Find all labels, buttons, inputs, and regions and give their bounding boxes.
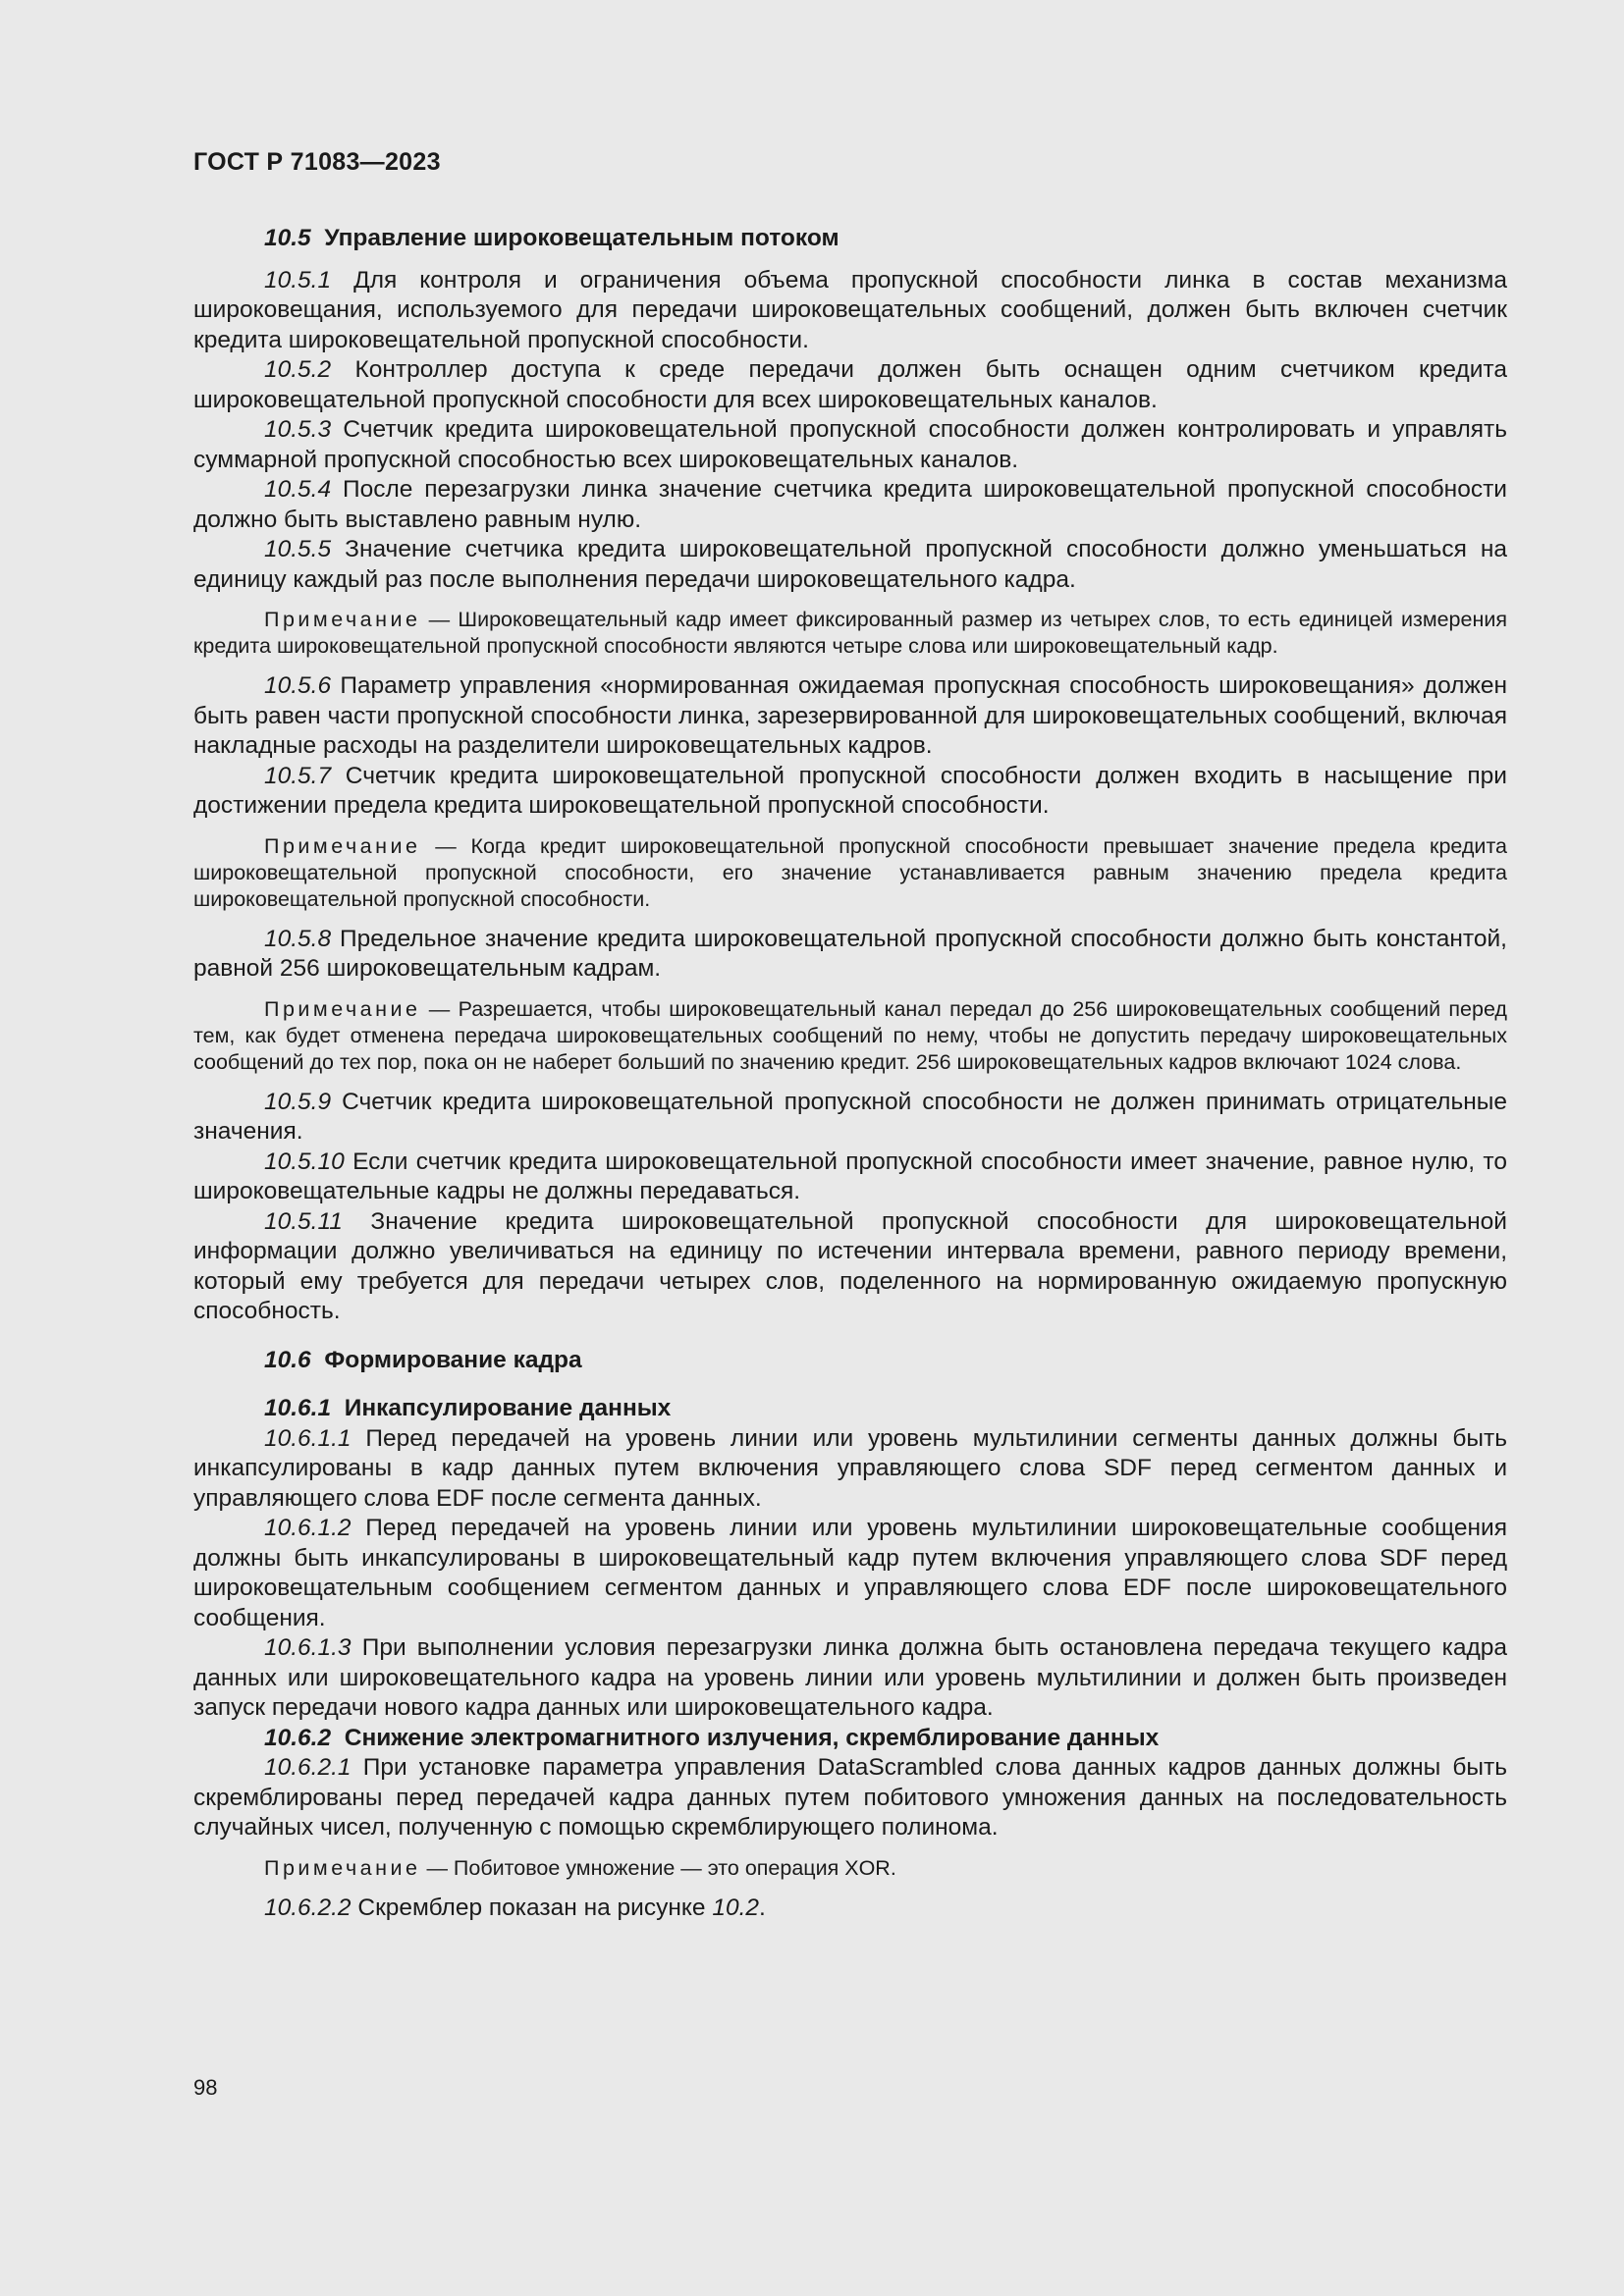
section-title: Управление широковещательным потоком — [324, 225, 839, 251]
document-body — [193, 224, 1507, 1923]
document-header: ГОСТ Р 71083—2023 — [193, 148, 441, 176]
paragraph-10-6-1-1: 10.6.1.1 Перед передачей на уровень линии или уровень мультилинии сегменты данных должны быть инкапсулированы в кадр данных путем включения управляющего слова SDF перед сегментом данных и управляющего слова EDF после сегмента данных. — [193, 1424, 1507, 1512]
page-number: 98 — [193, 2075, 218, 2100]
subsection-heading-10-6-2: 10.6.2 Снижение электромагнитного излучения, скремблирование данных — [264, 1724, 1160, 1751]
paragraph-10-6-2-1: 10.6.2.1 При установке параметра управления DataScrambled слова данных кадров данных должны быть скремблированы перед передачей кадра данных путем побитового умножения данных на последовательность случайных чисел, полученную с помощью скремблирующего полинома. — [193, 1754, 1508, 1841]
paragraph-10-5-9: 10.5.9 Счетчик кредита широковещательной пропускной способности не должен принимать отрицательные значения. — [193, 1088, 1507, 1145]
paragraph-10-5-3: 10.5.3 Счетчик кредита широковещательной пропускной способности должен контролировать и управлять суммарной пропускной способностью всех широковещательных каналов. — [193, 416, 1508, 473]
note-3: Примечание — Разрешается, чтобы широковещательный канал передал до 256 широковещательных сообщений перед тем, как будет отменена передача широковещательных сообщений по нему, чтобы не допустить передачу широковещательных сообщений до тех пор, пока он не наберет больший по значению кредит. 256 широковещательных кадров включают 1024 слова. — [193, 996, 1507, 1074]
subsection-heading-10-6-1: 10.6.1 Инкапсулирование данных — [264, 1395, 672, 1421]
paragraph-10-5-10: 10.5.10 Если счетчик кредита широковещательной пропускной способности имеет значение, равное нулю, то широковещательные кадры не должны передаваться. — [193, 1148, 1507, 1204]
section-number: 10.6 — [264, 1346, 311, 1373]
note-4: Примечание — Побитовое умножение — это операция XOR. — [264, 1855, 896, 1880]
note-2: Примечание — Когда кредит широковещательной пропускной способности превышает значение предела кредита широковещательной пропускной способности, его значение устанавливается равным значению предела кредита широковещательной пропускной способности. — [193, 833, 1508, 911]
paragraph-10-6-1-3: 10.6.1.3 При выполнении условия перезагрузки линка должна быть остановлена передача текущего кадра данных или широковещательного кадра на уровень линии или уровень мультилинии и должен быть произведен запуск передачи нового кадра данных или широковещательного кадра. — [193, 1634, 1507, 1721]
paragraph-10-5-4: 10.5.4 После перезагрузки линка значение счетчика кредита широковещательной пропускной способности должно быть выставлено равным нулю. — [193, 476, 1507, 533]
section-heading-10-6 — [193, 1346, 1507, 1376]
paragraph-10-6-2-2: 10.6.2.2 Скремблер показан на рисунке 10.2. — [264, 1894, 766, 1921]
paragraph-10-5-11: 10.5.11 Значение кредита широковещательной пропускной способности для широковещательной информации должно увеличиваться на единицу по истечении интервала времени, равного периоду времени, который ему требуется для передачи четырех слов, поделенного на нормированную ожидаемую пропускную способность. — [193, 1207, 1507, 1324]
section-number: 10.5 — [264, 225, 311, 251]
paragraph-10-5-5: 10.5.5 Значение счетчика кредита широковещательной пропускной способности должно уменьшаться на единицу каждый раз после выполнения передачи широковещательного кадра. — [193, 536, 1507, 593]
paragraph-10-5-1: 10.5.1 Для контроля и ограничения объема пропускной способности линка в состав механизма широковещания, используемого для передачи широковещательных сообщений, должен быть включен счетчик кредита широковещательной пропускной способности. — [193, 266, 1507, 353]
paragraph-10-5-7: 10.5.7 Счетчик кредита широковещательной пропускной способности должен входить в насыщение при достижении предела кредита широковещательной пропускной способности. — [193, 762, 1507, 819]
paragraph-10-5-6: 10.5.6 Параметр управления «нормированная ожидаемая пропускная способность широковещания» должен быть равен части пропускной способности линка, зарезервированной для широковещательных сообщений, включая накладные расходы на разделители широковещательных кадров. — [193, 672, 1507, 759]
section-heading-10-5 — [193, 224, 1507, 254]
paragraph-10-6-1-2: 10.6.1.2 Перед передачей на уровень линии или уровень мультилинии широковещательные сообщения должны быть инкапсулированы в широковещательный кадр путем включения управляющего слова SDF перед широковещательным сообщением сегментом данных и управляющего слова EDF после широковещательного сообщения. — [193, 1515, 1507, 1631]
paragraph-10-5-8: 10.5.8 Предельное значение кредита широковещательной пропускной способности должно быть константой, равной 256 широковещательным кадрам. — [193, 925, 1507, 982]
section-title: Формирование кадра — [324, 1346, 582, 1373]
note-1: Примечание — Широковещательный кадр имеет фиксированный размер из четырех слов, то есть единицей измерения кредита широковещательной пропускной способности являются четыре слова или широковещательный кадр. — [193, 608, 1507, 658]
figure-reference[interactable]: 10.2 — [712, 1894, 760, 1921]
paragraph-10-5-2: 10.5.2 Контроллер доступа к среде передачи должен быть оснащен одним счетчиком кредита широковещательной пропускной способности для всех широковещательных каналов. — [193, 356, 1507, 413]
